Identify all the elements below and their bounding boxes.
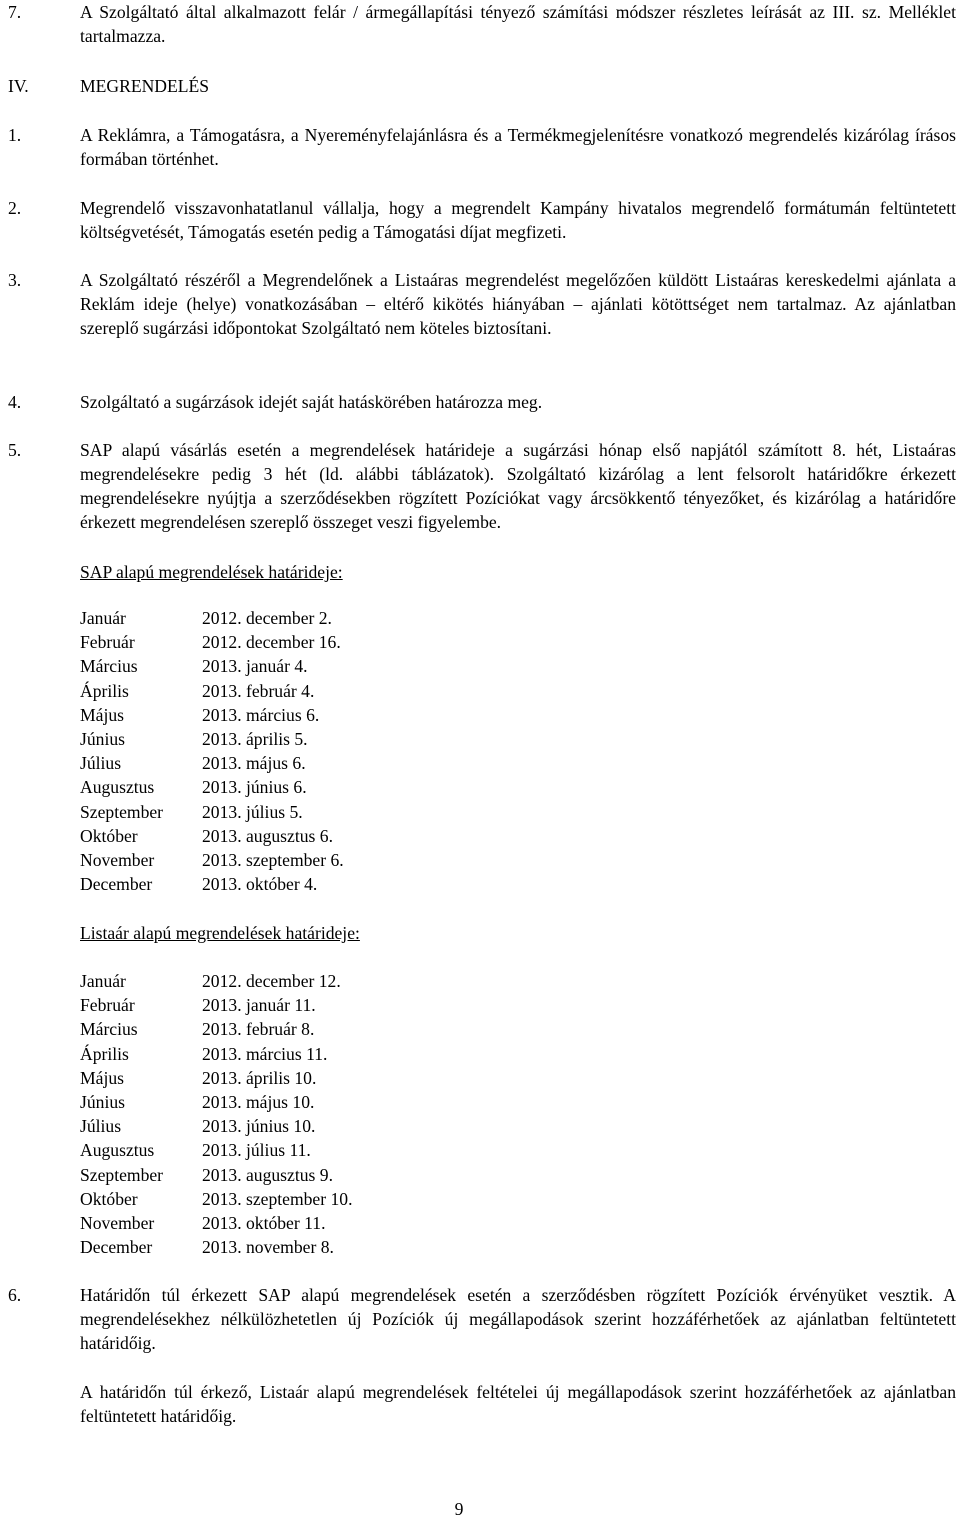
month-label: Szeptember xyxy=(80,801,164,822)
month-label: December xyxy=(80,1237,153,1258)
item-text: Határidőn túl érkezett SAP alapú megrendelések esetén a szerződésben rögzített Pozíciók érvényüket vesztik. A megrendelésekhez nélkülözhetetlen új Pozíciók új megállapodások szerint hozzáférhetőek az ajánlatban feltüntetett határidőig. xyxy=(80,1285,956,1353)
item-text: Megrendelő visszavonhatatlanul vállalja, hogy a megrendelt Kampány hivatalos megrendelő formátumán feltüntetett költségvetését, Támogatás esetén pedig a Támogatási díjat megfizeti. xyxy=(80,198,956,242)
deadline-date: 2013. február 4. xyxy=(202,680,315,701)
deadline-date: 2012. december 2. xyxy=(202,608,332,628)
item-text: A Reklámra, a Támogatásra, a Nyereményfelajánlásra és a Termékmegjelenítésre vonatkozó megrendelés kizárólag írásos formában történhet. xyxy=(80,125,956,169)
deadline-date: 2013. április 5. xyxy=(202,728,308,749)
item-text: SAP alapú vásárlás esetén a megrendelések határideje a sugárzási hónap első napjától számított 8. hét, Listaáras megrendelésekre pedig 3 hét (ld. alábbi táblázatok). Szolgáltató kizárólag a lent felsorolt határidőkre érkezett megrendelésekre nyújtja a szerződésekben rögzített Pozíciókat vagy árcsökkentő tényezőket, és kizárólag a határidőre érkezett megrendelésen szereplő összeget veszi figyelembe. xyxy=(80,440,956,532)
month-label: Október xyxy=(80,1188,138,1209)
deadline-date: 2013. július 5. xyxy=(202,801,303,822)
deadline-date: 2013. június 6. xyxy=(202,777,307,798)
month-label: Október xyxy=(80,825,138,846)
deadline-date: 2013. szeptember 10. xyxy=(202,1188,353,1209)
section-heading xyxy=(8,74,956,98)
item-1 xyxy=(8,123,956,171)
item-4 xyxy=(8,390,956,414)
item-text: A Szolgáltató részéről a Megrendelőnek a Listaáras megrendelést megelőzően küldött Listaáras kereskedelmi ajánlata a Reklám ideje (helye) vonatkozásában – eltérő kikötés hiányában – ajánlati kötöttséget nem tartalmaz. Az ajánlatban szereplő sugárzási időpontokat Szolgáltató nem köteles biztosítani. xyxy=(80,270,956,338)
item-number: 3. xyxy=(8,270,22,290)
month-label: Február xyxy=(80,632,135,653)
deadline-date: 2013. augusztus 9. xyxy=(202,1164,333,1185)
list-schedule-heading: Listaár alapú megrendelések határideje: xyxy=(80,923,360,943)
deadline-date: 2013. május 10. xyxy=(202,1091,315,1112)
item-number: 1. xyxy=(8,125,22,145)
deadline-date: 2013. november 8. xyxy=(202,1237,334,1258)
item-2 xyxy=(8,196,956,244)
month-label: November xyxy=(80,849,155,870)
deadline-date: 2013. augusztus 6. xyxy=(202,825,333,846)
month-label: November xyxy=(80,1212,155,1233)
month-label: Augusztus xyxy=(80,1140,155,1161)
deadline-date: 2013. október 4. xyxy=(202,874,318,895)
item-6 xyxy=(8,1283,956,1355)
item-6-paragraph: A határidőn túl érkező, Listaár alapú megrendelések feltételei új megállapodások szerint hozzáférhetőek az ajánlatban feltüntetett határidőig. xyxy=(80,1382,956,1426)
item-number: 4. xyxy=(8,392,22,412)
deadline-date: 2013. január 4. xyxy=(202,656,308,677)
sap-schedule-heading: SAP alapú megrendelések határideje: xyxy=(80,562,343,582)
month-label: Február xyxy=(80,995,135,1016)
deadline-date: 2013. szeptember 6. xyxy=(202,849,344,870)
deadline-date: 2013. március 11. xyxy=(202,1043,328,1064)
section-title: MEGRENDELÉS xyxy=(80,76,210,96)
deadline-date: 2012. december 12. xyxy=(202,971,341,991)
month-label: Augusztus xyxy=(80,777,155,798)
deadline-date: 2013. április 10. xyxy=(202,1067,317,1088)
deadline-date: 2012. december 16. xyxy=(202,632,341,653)
month-label: Március xyxy=(80,656,138,677)
month-label: Január xyxy=(80,608,126,628)
month-label: Július xyxy=(80,753,122,774)
month-label: Május xyxy=(80,704,124,725)
deadline-date: 2013. március 6. xyxy=(202,704,320,725)
item-number: 6. xyxy=(8,1285,22,1305)
month-label: Április xyxy=(80,1043,129,1064)
item-5 xyxy=(8,438,956,534)
month-label: Július xyxy=(80,1116,122,1137)
deadline-date: 2013. október 11. xyxy=(202,1212,326,1233)
month-label: Június xyxy=(80,1091,125,1112)
month-label: Szeptember xyxy=(80,1164,164,1185)
month-label: Június xyxy=(80,728,125,749)
month-label: Január xyxy=(80,971,126,991)
deadline-date: 2013. július 11. xyxy=(202,1140,311,1161)
item-number: 5. xyxy=(8,440,22,460)
item-text: Szolgáltató a sugárzások idejét saját hatáskörében határozza meg. xyxy=(80,392,543,412)
month-label: Május xyxy=(80,1067,124,1088)
deadline-date: 2013. május 6. xyxy=(202,753,306,774)
page-number: 9 xyxy=(454,1499,464,1519)
month-label: December xyxy=(80,874,153,895)
item-number: 2. xyxy=(8,198,22,218)
item-7 xyxy=(8,0,956,48)
section-number: IV. xyxy=(8,76,29,96)
item-3 xyxy=(8,268,956,340)
deadline-date: 2013. június 10. xyxy=(202,1116,316,1137)
month-label: Április xyxy=(80,680,129,701)
deadline-date: 2013. január 11. xyxy=(202,995,316,1016)
deadline-date: 2013. február 8. xyxy=(202,1019,315,1040)
month-label: Március xyxy=(80,1019,138,1040)
item-text: A Szolgáltató által alkalmazott felár / ármegállapítási tényező számítási módszer részletes leírását az III. sz. Melléklet tartalmazza. xyxy=(80,2,956,46)
item-number: 7. xyxy=(8,2,22,22)
